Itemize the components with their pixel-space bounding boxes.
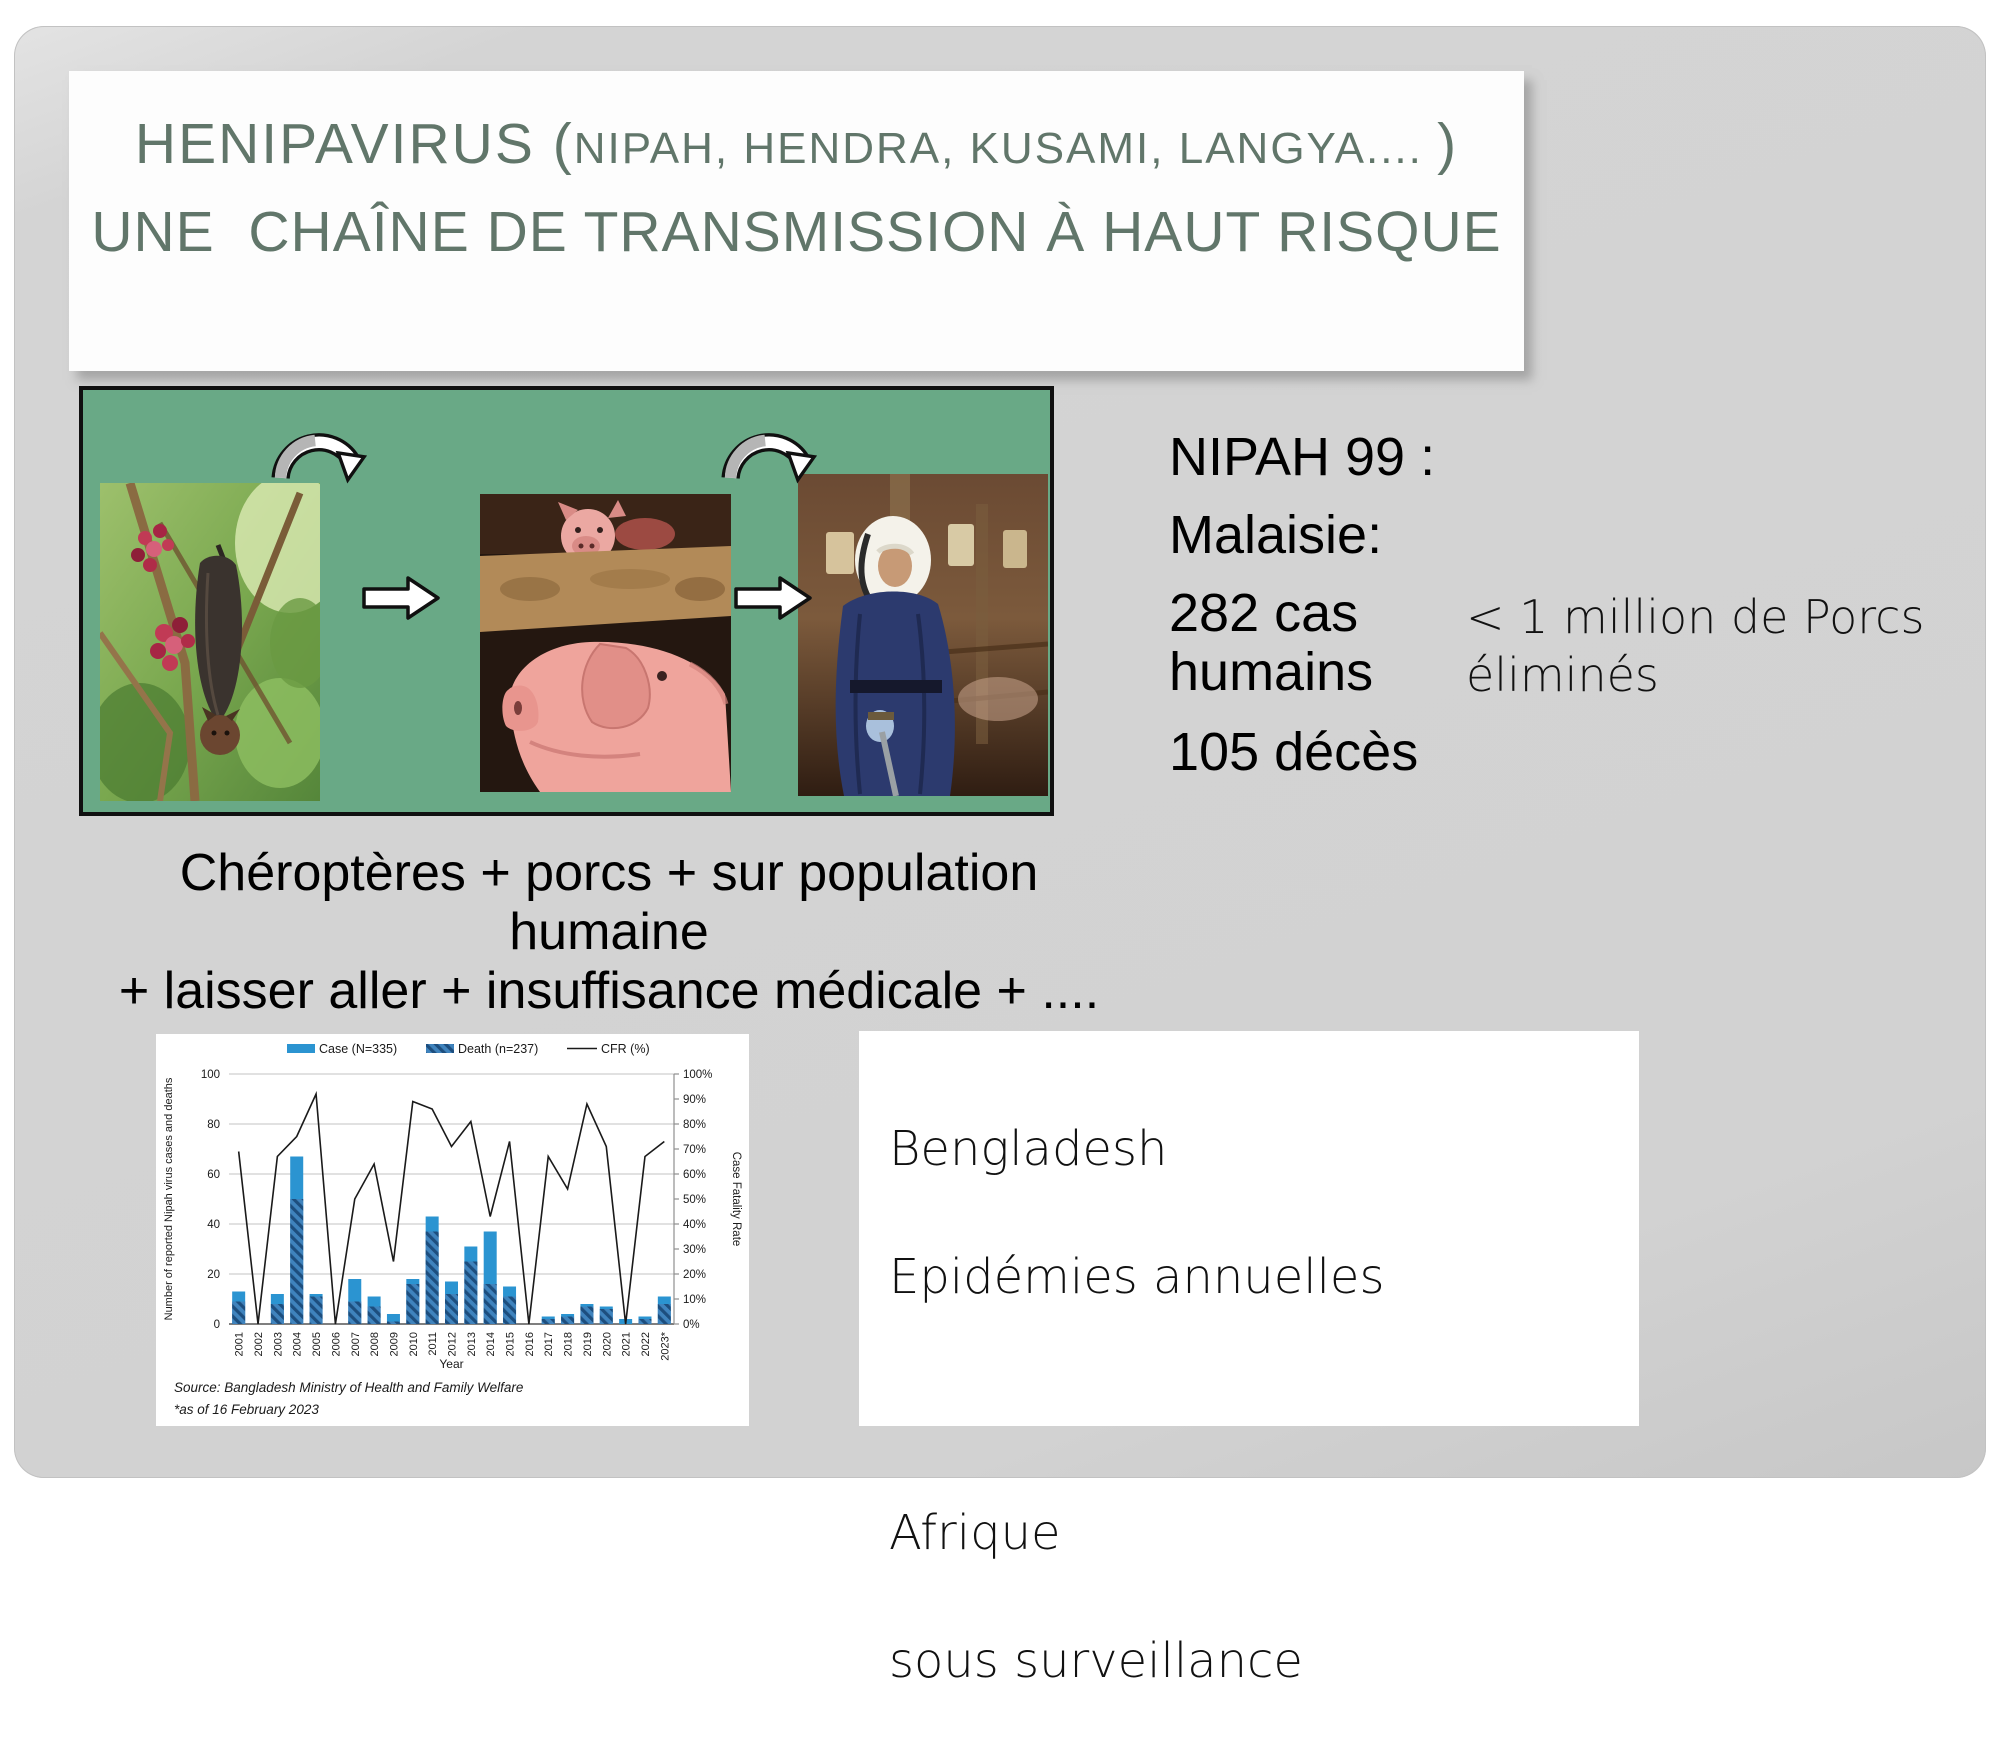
- svg-text:2019: 2019: [581, 1332, 594, 1357]
- svg-text:70%: 70%: [683, 1144, 707, 1156]
- loop-arrow-icon: [271, 420, 367, 484]
- svg-text:2004: 2004: [291, 1332, 304, 1357]
- slide-background: [14, 26, 1986, 1689]
- pig-photo: [480, 494, 731, 792]
- stat-line: 282 cas: [1169, 583, 1359, 643]
- svg-text:Death (n=237): Death (n=237): [458, 1042, 539, 1056]
- svg-text:2003: 2003: [272, 1332, 285, 1357]
- svg-text:80%: 80%: [683, 1119, 707, 1131]
- svg-text:CFR (%): CFR (%): [601, 1042, 650, 1056]
- svg-text:2002: 2002: [253, 1332, 266, 1357]
- svg-text:10%: 10%: [683, 1294, 707, 1306]
- stat-line: NIPAH 99 :: [1169, 427, 1436, 487]
- svg-text:60%: 60%: [683, 1169, 707, 1181]
- svg-text:0%: 0%: [683, 1319, 700, 1331]
- svg-text:60: 60: [207, 1169, 220, 1181]
- pigs-culled-line2: éliminés: [1466, 648, 1659, 702]
- transmission-chain-panel: [79, 386, 1054, 816]
- svg-text:50%: 50%: [683, 1194, 707, 1206]
- svg-text:2015: 2015: [504, 1332, 517, 1357]
- region-note-line: Afrique: [889, 1505, 1061, 1561]
- svg-text:20%: 20%: [683, 1269, 707, 1281]
- region-note-line: Bengladesh: [889, 1121, 1168, 1177]
- pig-photo-graphic: [480, 494, 731, 792]
- loop-arrow-icon: [721, 420, 817, 484]
- svg-text:Year: Year: [439, 1357, 464, 1371]
- stat-line: 105 décès: [1169, 722, 1419, 782]
- svg-text:2007: 2007: [349, 1332, 362, 1357]
- slide-title-line1: [69, 111, 1524, 177]
- region-note-line: Epidémies annuelles: [889, 1249, 1385, 1305]
- svg-text:*as of 16 February 2023: *as of 16 February 2023: [174, 1402, 319, 1417]
- svg-text:2018: 2018: [562, 1332, 575, 1357]
- svg-text:2011: 2011: [427, 1332, 440, 1356]
- svg-text:20: 20: [207, 1269, 220, 1281]
- slide-title-line2: UNE CHAÎNE DE TRANSMISSION À HAUT RISQUE: [91, 200, 1502, 264]
- pigs-culled-line1: < 1 million de Porcs: [1466, 590, 1925, 644]
- svg-text:Case Fatality Rate: Case Fatality Rate: [730, 1151, 742, 1247]
- svg-text:2023*: 2023*: [659, 1332, 672, 1361]
- svg-text:2012: 2012: [446, 1332, 459, 1357]
- title-paren-close: ): [1437, 112, 1459, 176]
- svg-text:2022: 2022: [639, 1332, 652, 1357]
- spacer: [889, 1373, 1384, 1437]
- stat-line: Malaisie:: [1169, 505, 1383, 565]
- svg-text:2006: 2006: [330, 1332, 343, 1357]
- svg-text:2008: 2008: [369, 1332, 382, 1357]
- stat-line: humains: [1169, 642, 1374, 702]
- svg-text:Source: Bangladesh Ministry of: Source: Bangladesh Ministry of Health and Family Welfare: [174, 1380, 524, 1395]
- bat-photo-graphic: [100, 483, 320, 801]
- svg-text:2014: 2014: [485, 1332, 498, 1357]
- factors-line: Chéroptères + porcs + sur population: [179, 844, 1039, 902]
- svg-text:Case (N=335): Case (N=335): [319, 1042, 398, 1056]
- factors-line: humaine: [509, 903, 709, 961]
- title-banner: [69, 71, 1524, 371]
- protective-suit-worker-photo: [798, 474, 1048, 796]
- svg-text:40: 40: [207, 1219, 220, 1231]
- worker-photo-graphic: [798, 474, 1048, 796]
- title-subnames: NIPAH, HENDRA, KUSAMI, LANGYA....: [573, 124, 1438, 173]
- svg-text:2021: 2021: [620, 1332, 633, 1357]
- right-arrow-icon: [733, 572, 813, 624]
- factors-line: + laisser aller + insuffisance médicale + ....: [118, 962, 1100, 1020]
- svg-text:100%: 100%: [683, 1069, 713, 1081]
- svg-text:2017: 2017: [543, 1332, 556, 1357]
- title-main: HENIPAVIRUS (: [134, 112, 574, 176]
- svg-text:80: 80: [207, 1119, 220, 1131]
- pigs-culled-note: [1466, 588, 1924, 704]
- region-note-line: sous surveillance: [889, 1633, 1303, 1689]
- bat-photo: [100, 483, 320, 801]
- svg-text:2005: 2005: [311, 1332, 324, 1357]
- svg-text:2020: 2020: [601, 1332, 614, 1357]
- svg-text:90%: 90%: [683, 1094, 707, 1106]
- svg-text:2013: 2013: [465, 1332, 478, 1357]
- svg-text:Number of reported Nipah virus: Number of reported Nipah virus cases and deaths: [163, 1077, 175, 1321]
- svg-text:2010: 2010: [407, 1332, 420, 1357]
- transmission-factors-note: [104, 844, 1114, 1021]
- right-arrow-icon: [361, 572, 441, 624]
- svg-text:2016: 2016: [523, 1332, 536, 1357]
- svg-text:0: 0: [213, 1319, 220, 1331]
- svg-text:30%: 30%: [683, 1244, 707, 1256]
- svg-text:40%: 40%: [683, 1219, 707, 1231]
- nipah-bangladesh-chart: [156, 1034, 749, 1426]
- cases-deaths-cfr-chart: [156, 1034, 749, 1426]
- bengladesh-afrique-panel: [859, 1031, 1639, 1689]
- svg-text:2009: 2009: [388, 1332, 401, 1357]
- svg-text:100: 100: [200, 1069, 220, 1081]
- svg-text:2001: 2001: [233, 1332, 246, 1357]
